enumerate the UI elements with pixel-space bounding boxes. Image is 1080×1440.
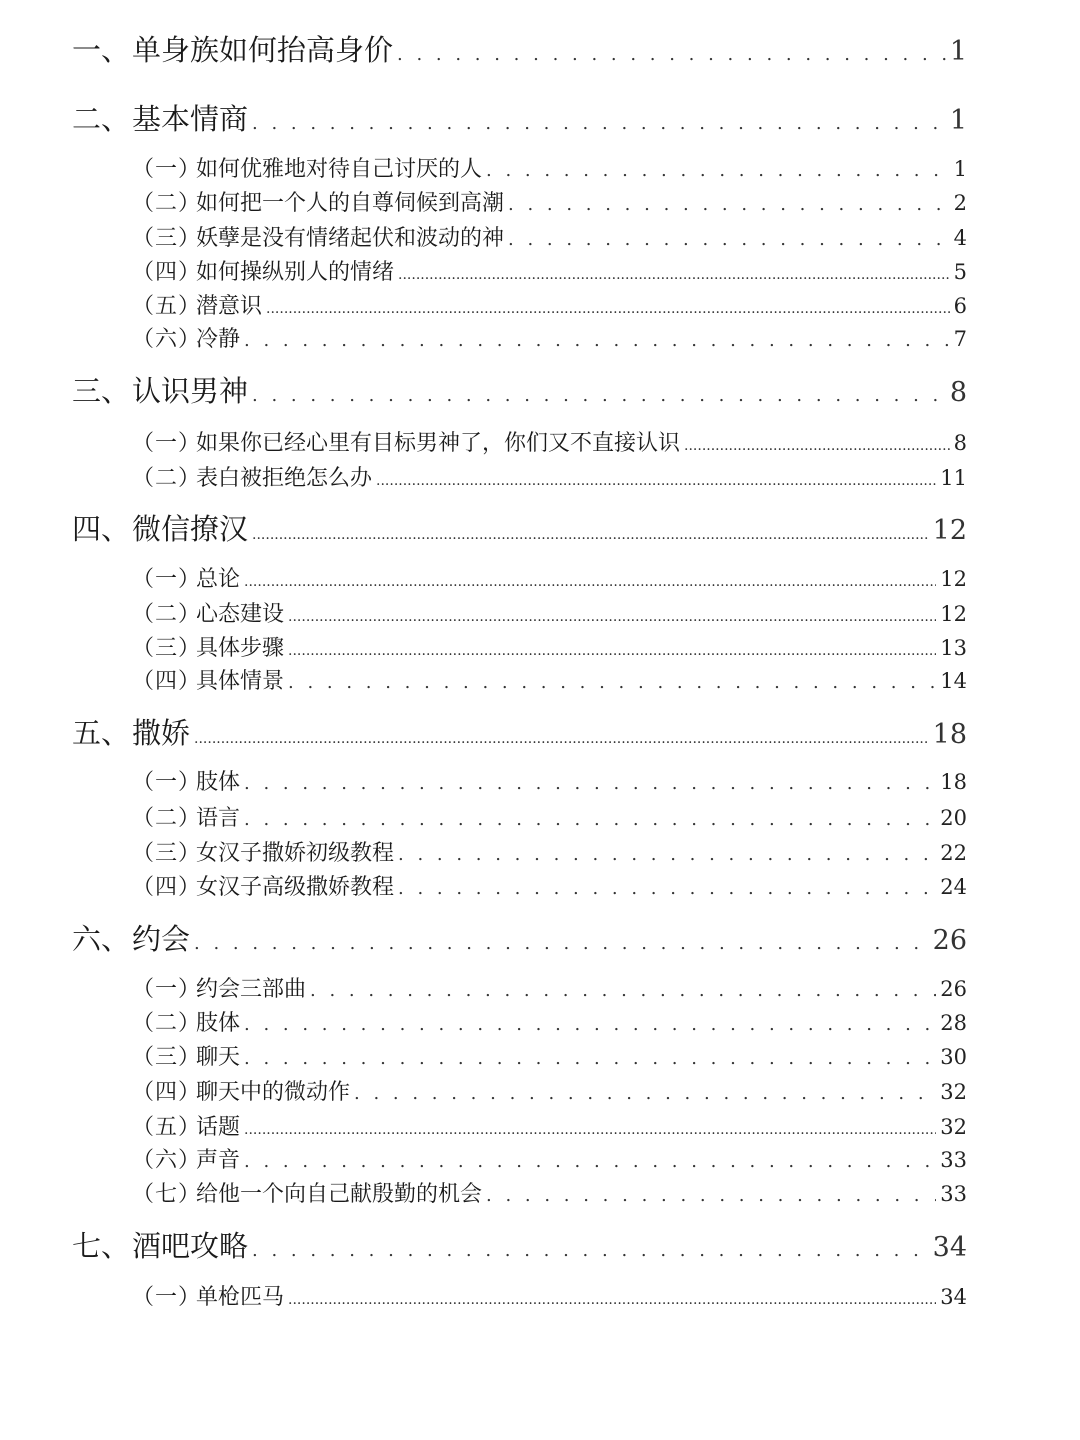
- toc-page-number: 1: [949, 105, 967, 136]
- toc-page-number: 30: [940, 1045, 967, 1069]
- toc-page-number: 14: [940, 669, 967, 693]
- dot-leader: [508, 196, 950, 214]
- toc-entry-title: 约会三部曲: [196, 977, 307, 1002]
- dot-leader: [244, 332, 950, 350]
- toc-section-entry[interactable]: [132, 255, 967, 287]
- toc-page-number: 20: [940, 806, 967, 830]
- toc-entry-number: 四、: [72, 512, 131, 546]
- toc-entry-title: 总论: [196, 567, 241, 592]
- toc-section-entry[interactable]: [132, 1075, 967, 1107]
- toc-section-entry[interactable]: [132, 1280, 967, 1312]
- toc-entry-title: 肢体: [196, 1011, 241, 1036]
- toc-entry-number: （四）: [132, 875, 202, 900]
- toc-entry-number: （二）: [132, 602, 202, 627]
- toc-chapter-entry[interactable]: [72, 507, 967, 547]
- toc-entry-number: （三）: [132, 1045, 202, 1070]
- toc-entry-title: 潜意识: [196, 294, 263, 319]
- toc-entry-title: 肢体: [196, 770, 241, 795]
- dot-leader: [244, 1050, 936, 1068]
- dot-leader: [398, 268, 950, 282]
- toc-section-entry[interactable]: [132, 664, 967, 696]
- toc-entry-number: （六）: [132, 1148, 202, 1173]
- dot-leader: [288, 644, 936, 658]
- toc-entry-number: 五、: [72, 716, 131, 750]
- toc-entry-number: （三）: [132, 226, 202, 251]
- toc-section-entry[interactable]: [132, 461, 967, 493]
- toc-page-number: 24: [940, 875, 967, 899]
- toc-page-number: 1: [953, 157, 967, 181]
- toc-section-entry[interactable]: [132, 597, 967, 629]
- toc-chapter-entry[interactable]: [72, 1224, 967, 1264]
- dot-leader: [398, 880, 936, 898]
- toc-page-number: 6: [953, 294, 967, 318]
- toc-section-entry[interactable]: [132, 289, 967, 321]
- toc-page-number: 1: [949, 36, 967, 67]
- toc-page-number: 18: [932, 719, 967, 750]
- toc-entry-title: 微信撩汉: [132, 512, 249, 546]
- toc-chapter-entry[interactable]: [72, 97, 967, 137]
- toc-section-entry[interactable]: [132, 836, 967, 868]
- toc-entry-title: 妖孽是没有情绪起伏和波动的神: [196, 226, 505, 251]
- dot-leader: [288, 610, 936, 624]
- toc-entry-number: （一）: [132, 1285, 202, 1310]
- dot-leader: [288, 1293, 936, 1307]
- toc-entry-title: 基本情商: [132, 102, 249, 136]
- toc-entry-number: （二）: [132, 191, 202, 216]
- toc-entry-number: 一、: [72, 33, 131, 67]
- toc-page-number: 7: [953, 327, 967, 351]
- toc-page-number: 33: [940, 1182, 967, 1206]
- toc-page-number: 22: [940, 841, 967, 865]
- toc-entry-title: 语言: [196, 806, 241, 831]
- dot-leader: [398, 846, 936, 864]
- toc-entry-number: 七、: [72, 1229, 131, 1263]
- dot-leader: [354, 1085, 936, 1103]
- toc-section-entry[interactable]: [132, 1143, 967, 1175]
- toc-entry-title: 话题: [196, 1115, 241, 1140]
- toc-entry-title: 具体步骤: [196, 636, 285, 661]
- dot-leader: [252, 115, 946, 133]
- dot-leader: [266, 302, 950, 316]
- toc-entry-title: 表白被拒绝怎么办: [196, 466, 373, 491]
- toc-entry-title: 给他一个向自己献殷勤的机会: [196, 1182, 483, 1207]
- toc-page-number: 11: [940, 466, 967, 490]
- toc-entry-number: （一）: [132, 157, 202, 182]
- toc-entry-number: （四）: [132, 669, 202, 694]
- toc-entry-title: 如何操纵别人的情绪: [196, 260, 395, 285]
- toc-section-entry[interactable]: [132, 972, 967, 1004]
- toc-page-number: 26: [932, 925, 967, 956]
- toc-entry-title: 如何把一个人的自尊伺候到高潮: [196, 191, 505, 216]
- toc-page-number: 18: [940, 770, 967, 794]
- toc-entry-title: 如何优雅地对待自己讨厌的人: [196, 157, 483, 182]
- toc-section-entry[interactable]: [132, 765, 967, 797]
- toc-section-entry[interactable]: [132, 631, 967, 663]
- toc-page-number: 34: [932, 1232, 967, 1263]
- dot-leader: [486, 162, 950, 180]
- dot-leader: [194, 732, 929, 746]
- toc-entry-number: （一）: [132, 770, 202, 795]
- toc-page-number: 13: [940, 636, 967, 660]
- toc-entry-title: 具体情景: [196, 669, 285, 694]
- toc-section-entry[interactable]: [132, 221, 967, 253]
- toc-chapter-entry[interactable]: [72, 369, 967, 409]
- toc-page-number: 32: [940, 1115, 967, 1139]
- toc-section-entry[interactable]: [132, 1110, 967, 1142]
- toc-page-number: 32: [940, 1080, 967, 1104]
- dot-leader: [310, 982, 936, 1000]
- dot-leader: [244, 775, 936, 793]
- toc-page-number: 8: [949, 377, 967, 408]
- toc-entry-number: （三）: [132, 636, 202, 661]
- toc-entry-number: 三、: [72, 374, 131, 408]
- toc-page-number: 4: [953, 226, 967, 250]
- toc-section-entry[interactable]: [132, 870, 967, 902]
- toc-page-number: 2: [953, 191, 967, 215]
- toc-page-number: 12: [940, 602, 967, 626]
- toc-entry-number: （五）: [132, 1115, 202, 1140]
- toc-section-entry[interactable]: [132, 801, 967, 833]
- dot-leader: [486, 1187, 936, 1205]
- toc-entry-number: （二）: [132, 1011, 202, 1036]
- toc-section-entry[interactable]: [132, 186, 967, 218]
- dot-leader: [684, 439, 950, 453]
- dot-leader: [244, 1123, 936, 1137]
- toc-entry-number: （六）: [132, 327, 202, 352]
- toc-entry-title: 认识男神: [132, 374, 249, 408]
- toc-entry-title: 聊天中的微动作: [196, 1080, 351, 1105]
- toc-chapter-entry[interactable]: [72, 711, 967, 751]
- toc-entry-title: 酒吧攻略: [132, 1229, 249, 1263]
- toc-entry-number: （七）: [132, 1182, 202, 1207]
- toc-section-entry[interactable]: [132, 562, 967, 594]
- toc-entry-title: 聊天: [196, 1045, 241, 1070]
- toc-entry-title: 如果你已经心里有目标男神了，你们又不直接认识: [196, 431, 681, 456]
- toc-entry-title: 单枪匹马: [196, 1285, 285, 1310]
- toc-entry-title: 冷静: [196, 327, 241, 352]
- toc-section-entry[interactable]: [132, 1040, 967, 1072]
- toc-page-number: 26: [940, 977, 967, 1001]
- dot-leader: [508, 231, 950, 249]
- toc-entry-title: 女汉子撒娇初级教程: [196, 841, 395, 866]
- toc-entry-title: 约会: [132, 922, 191, 956]
- dot-leader: [397, 46, 946, 64]
- toc-page-number: 12: [940, 567, 967, 591]
- toc-section-entry[interactable]: [132, 1177, 967, 1209]
- toc-entry-title: 声音: [196, 1148, 241, 1173]
- dot-leader: [376, 474, 936, 488]
- toc-entry-number: 六、: [72, 922, 131, 956]
- toc-chapter-entry[interactable]: [72, 28, 967, 68]
- toc-entry-number: （一）: [132, 567, 202, 592]
- toc-section-entry[interactable]: [132, 426, 967, 458]
- toc-page-number: 28: [940, 1011, 967, 1035]
- toc-chapter-entry[interactable]: [72, 917, 967, 957]
- toc-section-entry[interactable]: [132, 322, 967, 354]
- toc-entry-number: （二）: [132, 466, 202, 491]
- toc-entry-title: 撒娇: [132, 716, 191, 750]
- toc-entry-number: （二）: [132, 806, 202, 831]
- toc-entry-title: 心态建设: [196, 602, 285, 627]
- dot-leader: [244, 1016, 936, 1034]
- toc-entry-number: （一）: [132, 977, 202, 1002]
- toc-page-number: 12: [932, 515, 967, 546]
- dot-leader: [244, 575, 936, 589]
- toc-entry-number: （四）: [132, 260, 202, 285]
- dot-leader: [244, 811, 936, 829]
- toc-entry-number: 二、: [72, 102, 131, 136]
- toc-entry-number: （四）: [132, 1080, 202, 1105]
- dot-leader: [194, 935, 929, 953]
- toc-entry-number: （五）: [132, 294, 202, 319]
- dot-leader: [252, 1242, 929, 1260]
- toc-entry-title: 女汉子高级撒娇教程: [196, 875, 395, 900]
- toc-section-entry[interactable]: [132, 152, 967, 184]
- toc-entry-number: （三）: [132, 841, 202, 866]
- toc-page-number: 8: [953, 431, 967, 455]
- toc-page-number: 33: [940, 1148, 967, 1172]
- toc-entry-number: （一）: [132, 431, 202, 456]
- toc-entry-title: 单身族如何抬高身价: [132, 33, 394, 67]
- dot-leader: [288, 674, 936, 692]
- dot-leader: [252, 528, 929, 542]
- toc-page-number: 34: [940, 1285, 967, 1309]
- toc-page-number: 5: [953, 260, 967, 284]
- toc-section-entry[interactable]: [132, 1006, 967, 1038]
- dot-leader: [252, 387, 946, 405]
- dot-leader: [244, 1153, 936, 1171]
